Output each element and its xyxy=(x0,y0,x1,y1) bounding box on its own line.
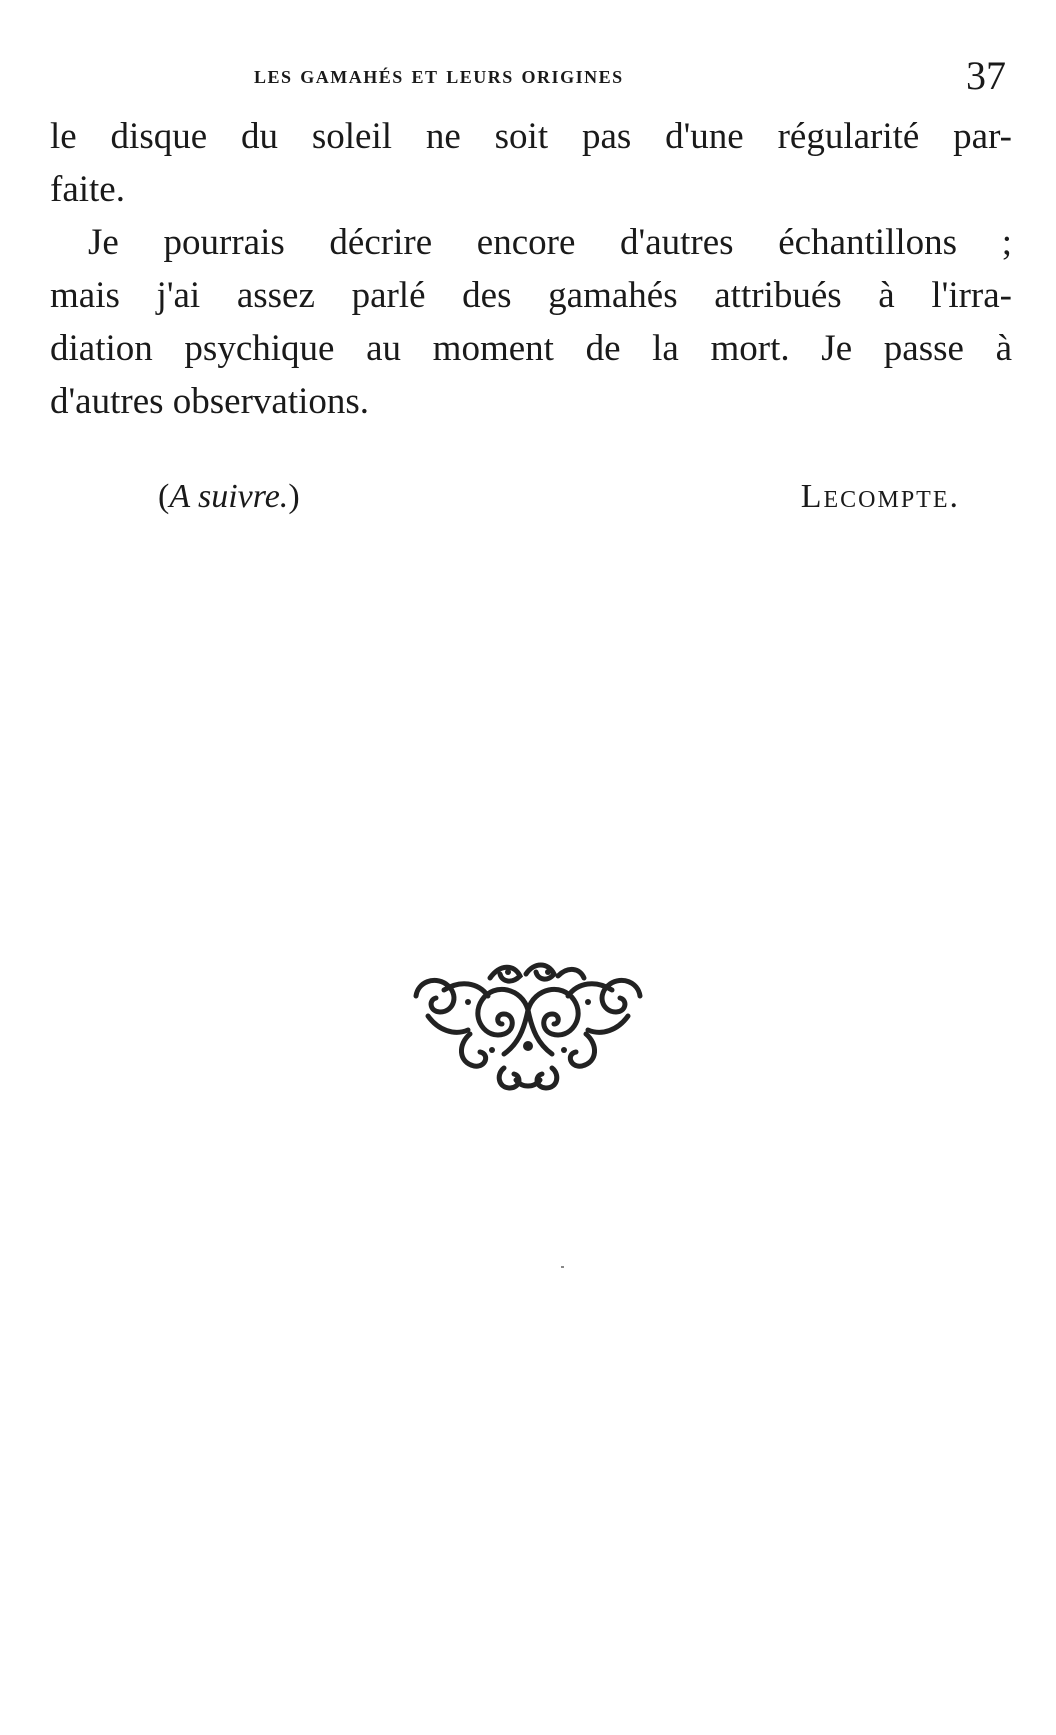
body-text xyxy=(50,110,1012,428)
close-paren: ) xyxy=(288,478,300,515)
text-line: Je pourrais décrire encore d'autres échantillons ; xyxy=(88,222,1012,263)
text-line: diation psychique au moment de la mort. Je passe à xyxy=(50,328,1012,369)
page-number: 37 xyxy=(966,53,1006,98)
text-line: faite. xyxy=(50,169,125,210)
print-speck xyxy=(561,1266,564,1268)
continued-text: A suivre. xyxy=(169,478,289,515)
to-be-continued-note xyxy=(158,478,300,516)
running-title: les gamahés et leurs origines xyxy=(254,62,624,89)
footer-line xyxy=(0,472,1056,528)
text-line: le disque du soleil ne soit pas d'une régularité par- xyxy=(50,116,1012,157)
text-line: mais j'ai assez parlé des gamahés attribués à l'irra- xyxy=(50,275,1012,316)
floral-scroll-ornament-icon xyxy=(408,950,648,1100)
running-head xyxy=(0,52,1056,102)
open-paren: ( xyxy=(158,478,170,515)
author-signature: Lecompte. xyxy=(800,478,960,515)
text-line: d'autres observations. xyxy=(50,381,370,422)
